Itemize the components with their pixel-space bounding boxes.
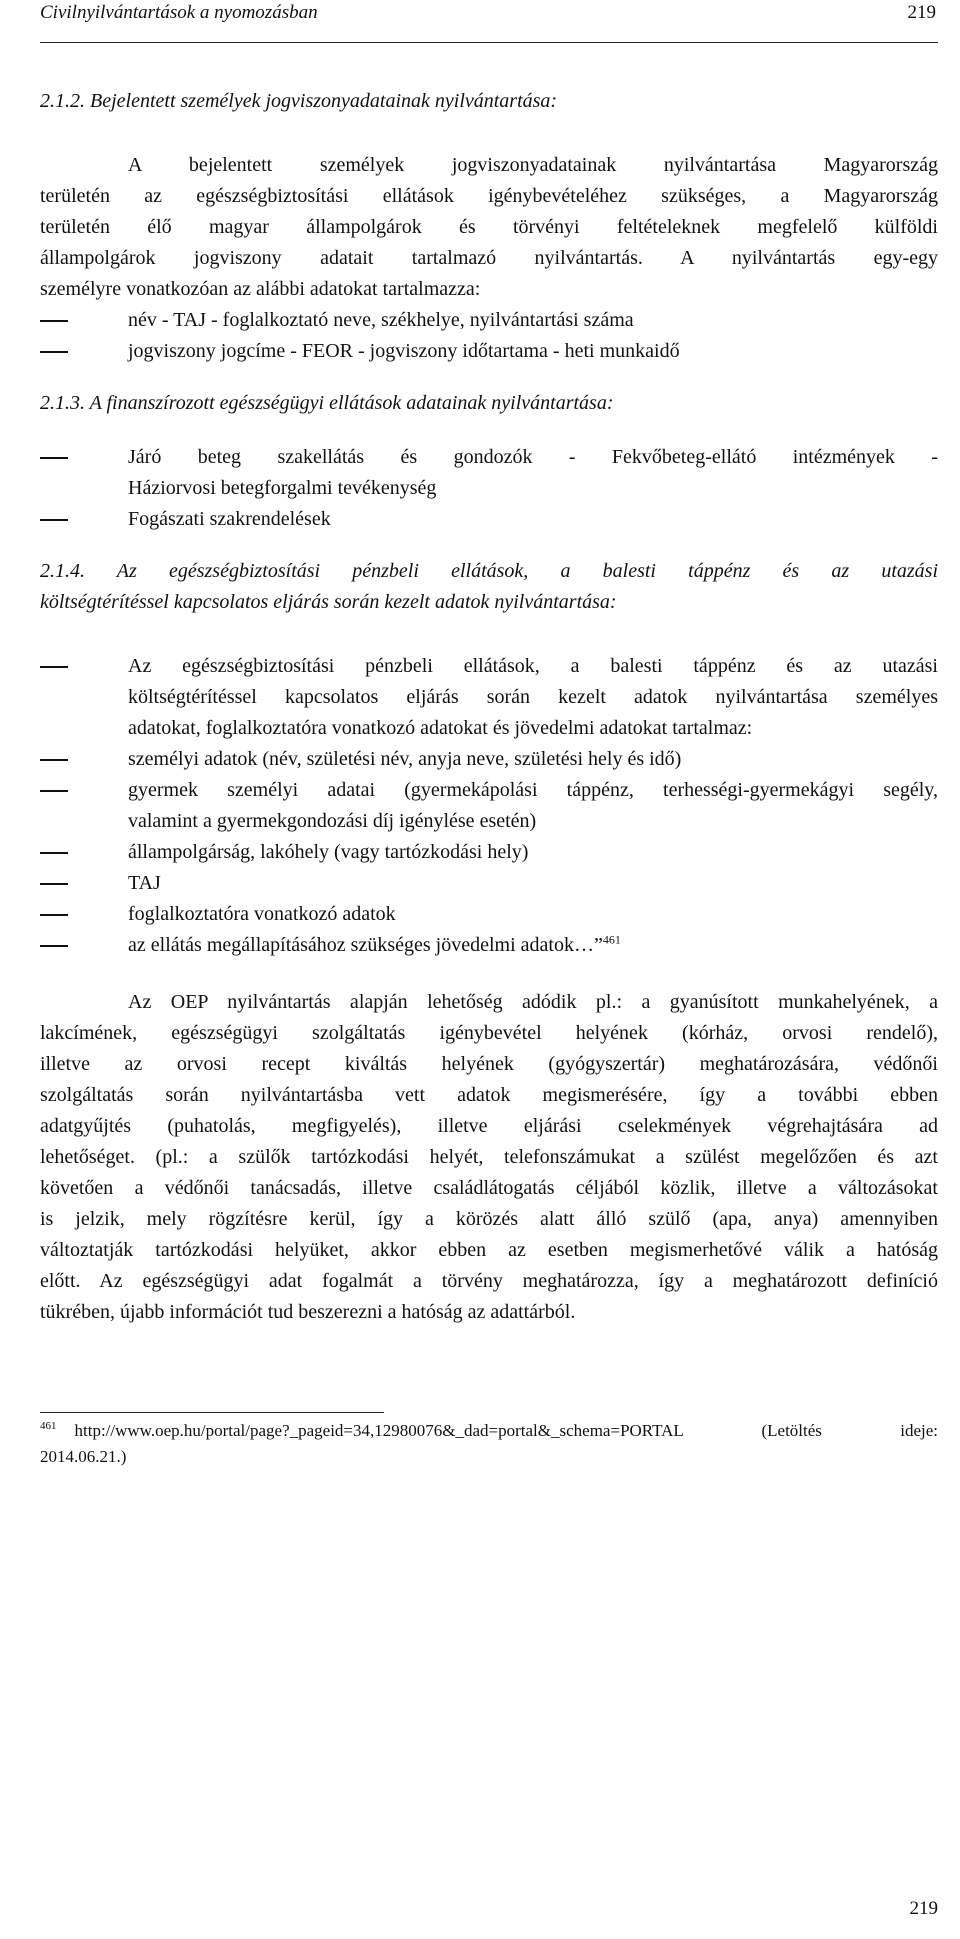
footnote-reference[interactable]: 461 [602,932,621,947]
paragraph-line: tükrében, újabb információt tud beszerezni a hatóság az adattárból. [40,1301,576,1323]
section-213-list [40,442,938,535]
paragraph-line: Az OEP nyilvántartás alapján lehetőség adódik pl.: a gyanúsított munkahelyének, a [128,991,938,1013]
list-item [40,442,938,504]
footnote-line [40,1418,938,1444]
list-item: név - TAJ - foglalkoztató neve, székhelye, nyilvántartási száma [40,305,938,336]
paragraph-line: állampolgárok jogviszony adatait tartalmazó nyilvántartás. A nyilvántartás egy-egy [40,247,938,269]
list-item-line: költségtérítéssel kapcsolatos eljárás során kezelt adatok nyilvántartása személyes [128,686,938,708]
list-item [40,775,938,837]
footnote [40,1418,938,1470]
running-header-page-number: 219 [907,2,936,23]
list-item-line: adatokat, foglalkoztatóra vonatkozó adatokat és jövedelmi adatokat tartalmaz: [128,717,753,739]
section-212-paragraph [40,150,938,305]
list-item-line: Az egészségbiztosítási pénzbeli ellátások, a balesti táppénz és az utazási [128,655,938,677]
paragraph-line: szolgáltatás során nyilvántartásba vett adatok megismerésére, így a további ebben [40,1084,938,1106]
list-item-line: Háziorvosi betegforgalmi tevékenység [128,477,437,499]
list-item [40,651,938,744]
list-item-line: TAJ [128,872,161,894]
paragraph-line: adatgyűjtés (puhatolás, megfigyelés), illetve eljárási cselekmények végrehajtására ad [40,1115,938,1137]
section-heading-214 [40,556,938,618]
heading-line: 2.1.4. Az egészségbiztosítási pénzbeli ellátások, a balesti táppénz és az utazási [40,560,938,582]
paragraph-line: is jelzik, mely rögzítésre kerül, így a körözés alatt álló szülő (apa, anya) amennyiben [40,1208,938,1230]
footer-page-number: 219 [909,1898,938,1919]
running-header [40,2,938,43]
list-item-line [128,930,938,961]
paragraph-line: személyre vonatkozóan az alábbi adatokat tartalmazza: [40,278,481,300]
paragraph-line: A bejelentett személyek jogviszonyadatainak nyilvántartása Magyarország [128,154,938,176]
footnote-separator [40,1412,384,1413]
list-item [40,744,938,775]
list-item-line: foglalkoztatóra vonatkozó adatok [128,903,396,925]
list-item [40,930,938,961]
heading-line: költségtérítéssel kapcsolatos eljárás során kezelt adatok nyilvántartása: [40,591,617,613]
paragraph-line: területén élő magyar állampolgárok és törvényi feltételeknek megfelelő külföldi [40,216,938,238]
paragraph-line: területén az egészségbiztosítási ellátások igénybevételéhez szükséges, a Magyarország [40,185,938,207]
oep-paragraph [40,987,938,1328]
section-214-list [40,651,938,961]
list-item [40,868,938,899]
footnote-number: 461 [40,1420,57,1433]
section-212-list [40,305,938,367]
footnote-line: 2014.06.21.) [40,1447,127,1466]
paragraph-line: lehetőséget. (pl.: a szülők tartózkodási helyét, telefonszámukat a szülést megelőzően és azt [40,1146,938,1168]
paragraph-line: illetve az orvosi recept kiváltás helyének (gyógyszertár) meghatározására, védőnői [40,1053,938,1075]
list-item: jogviszony jogcíme - FEOR - jogviszony időtartama - heti munkaidő [40,336,938,367]
main-content [40,86,938,1328]
footnote-url-text[interactable]: http://www.oep.hu/portal/page?_pageid=34,12980076&_dad=portal&_schema=PORTAL (Letöltés ideje: [74,1421,938,1440]
section-heading-213: 2.1.3. A finanszírozott egészségügyi ellátások adatainak nyilvántartása: [40,392,614,414]
paragraph-line: változtatják tartózkodási helyüket, akkor ebben az esetben megismerhetővé válik a hatóság [40,1239,938,1261]
list-item-line: Járó beteg szakellátás és gondozók - Fekvőbeteg-ellátó intézmények - [128,446,938,468]
paragraph-line: lakcímének, egészségügyi szolgáltatás igénybevétel helyének (kórház, orvosi rendelő), [40,1022,938,1044]
list-item-line: állampolgárság, lakóhely (vagy tartózkodási hely) [128,841,529,863]
list-item [40,899,938,930]
list-item [40,504,938,535]
list-item-line: gyermek személyi adatai (gyermekápolási táppénz, terhességi-gyermekágyi segély, [128,779,938,801]
paragraph-line: előtt. Az egészségügyi adat fogalmát a törvény meghatározza, így a meghatározott definíció [40,1270,938,1292]
list-item-text: az ellátás megállapításához szükséges jövedelmi adatok…” [128,934,603,956]
list-item [40,837,938,868]
section-heading-212: 2.1.2. Bejelentett személyek jogviszonyadatainak nyilvántartása: [40,90,558,112]
paragraph-line: követően a védőnői tanácsadás, illetve családlátogatás céljából közlik, illetve a változásokat [40,1177,938,1199]
list-item-line: Fogászati szakrendelések [128,508,331,530]
running-header-title: Civilnyilvántartások a nyomozásban [40,2,318,23]
list-item-line: valamint a gyermekgondozási díj igénylése esetén) [128,810,537,832]
list-item-line: személyi adatok (név, születési név, anyja neve, születési hely és idő) [128,748,682,770]
